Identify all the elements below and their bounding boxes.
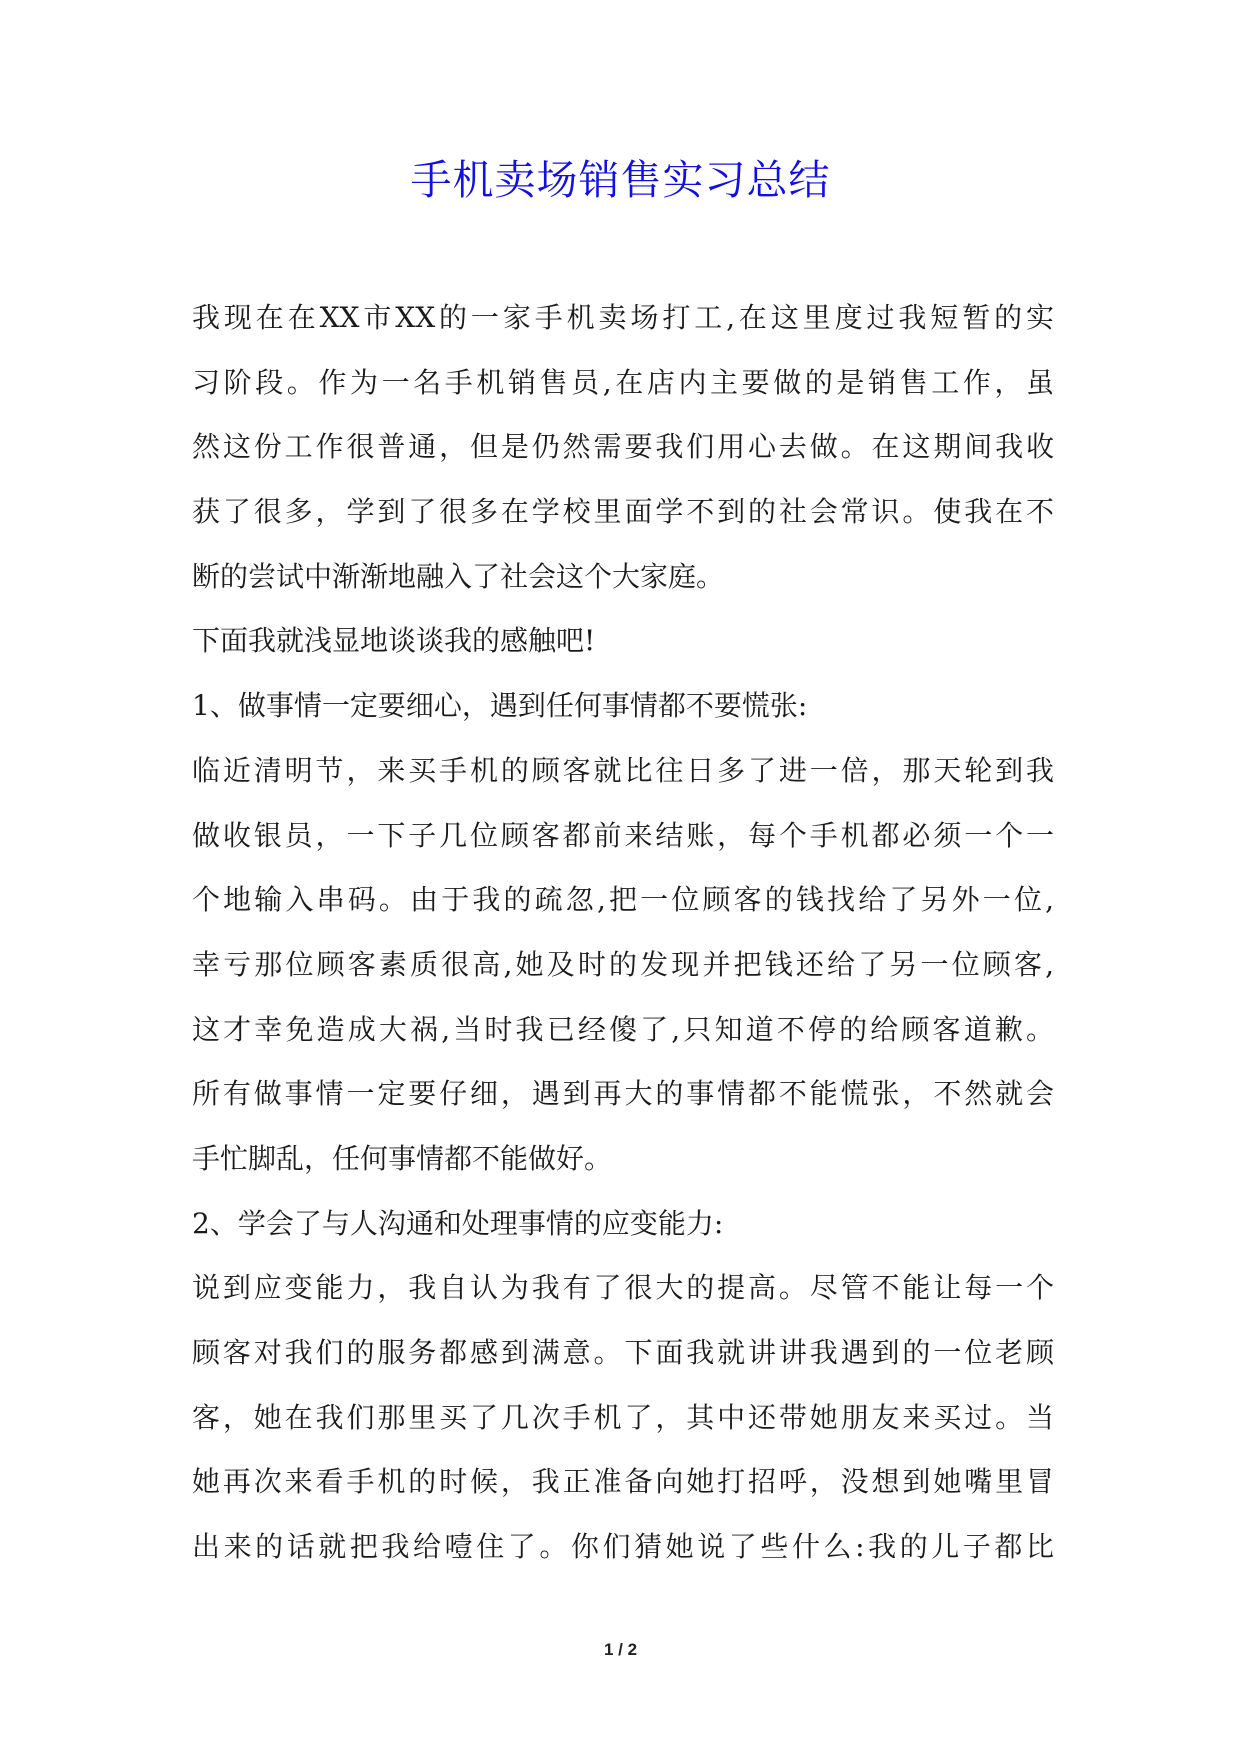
text-line: 客，她在我们那里买了几次手机了，其中还带她朋友来买过。当 [192, 1400, 1054, 1434]
text-line: 习阶段。作为一名手机销售员,在店内主要做的是销售工作，虽 [192, 365, 1054, 399]
text-line: 断的尝试中渐渐地融入了社会这个大家庭。 [192, 559, 725, 593]
text-line: 获了很多，学到了很多在学校里面学不到的社会常识。使我在不 [192, 495, 1054, 529]
text-line: 做收银员，一下子几位顾客都前来结账，每个手机都必须一个一 [192, 818, 1054, 852]
text-line: 我现在在XX市XX的一家手机卖场打工,在这里度过我短暂的实 [192, 301, 1054, 334]
text-line: 说到应变能力，我自认为我有了很大的提高。尽管不能让每一个 [192, 1271, 1054, 1305]
section-heading: 1、做事情一定要细心，遇到任何事情都不要慌张: [192, 689, 808, 723]
text-line: 下面我就浅显地谈谈我的感触吧! [192, 624, 596, 658]
text-line: 顾客对我们的服务都感到满意。下面我就讲讲我遇到的一位老顾 [192, 1336, 1054, 1369]
text-line: 出来的话就把我给噎住了。你们猜她说了些什么:我的儿子都比 [192, 1530, 1054, 1564]
text-line: 手忙脚乱，任何事情都不能做好。 [192, 1141, 613, 1175]
page-number: 1 / 2 [603, 1640, 638, 1659]
text-line: 她再次来看手机的时候，我正准备向她打招呼，没想到她嘴里冒 [192, 1465, 1054, 1499]
text-line: 这才幸免造成大祸,当时我已经傻了,只知道不停的给顾客道歉。 [192, 1012, 1054, 1046]
text-line: 所有做事情一定要仔细，遇到再大的事情都不能慌张，不然就会 [192, 1077, 1054, 1111]
text-line: 个地输入串码。由于我的疏忽,把一位顾客的钱找给了另外一位, [192, 883, 1054, 917]
text-line: 幸亏那位顾客素质很高,她及时的发现并把钱还给了另一位顾客, [192, 947, 1054, 981]
text-line: 临近清明节，来买手机的顾客就比往日多了进一倍，那天轮到我 [192, 753, 1054, 787]
document-title: 手机卖场销售实习总结 [410, 156, 831, 204]
document-body [192, 286, 1054, 1580]
section-heading: 2、学会了与人沟通和处理事情的应变能力: [192, 1206, 724, 1240]
text-line: 然这份工作很普通，但是仍然需要我们用心去做。在这期间我收 [192, 430, 1054, 464]
